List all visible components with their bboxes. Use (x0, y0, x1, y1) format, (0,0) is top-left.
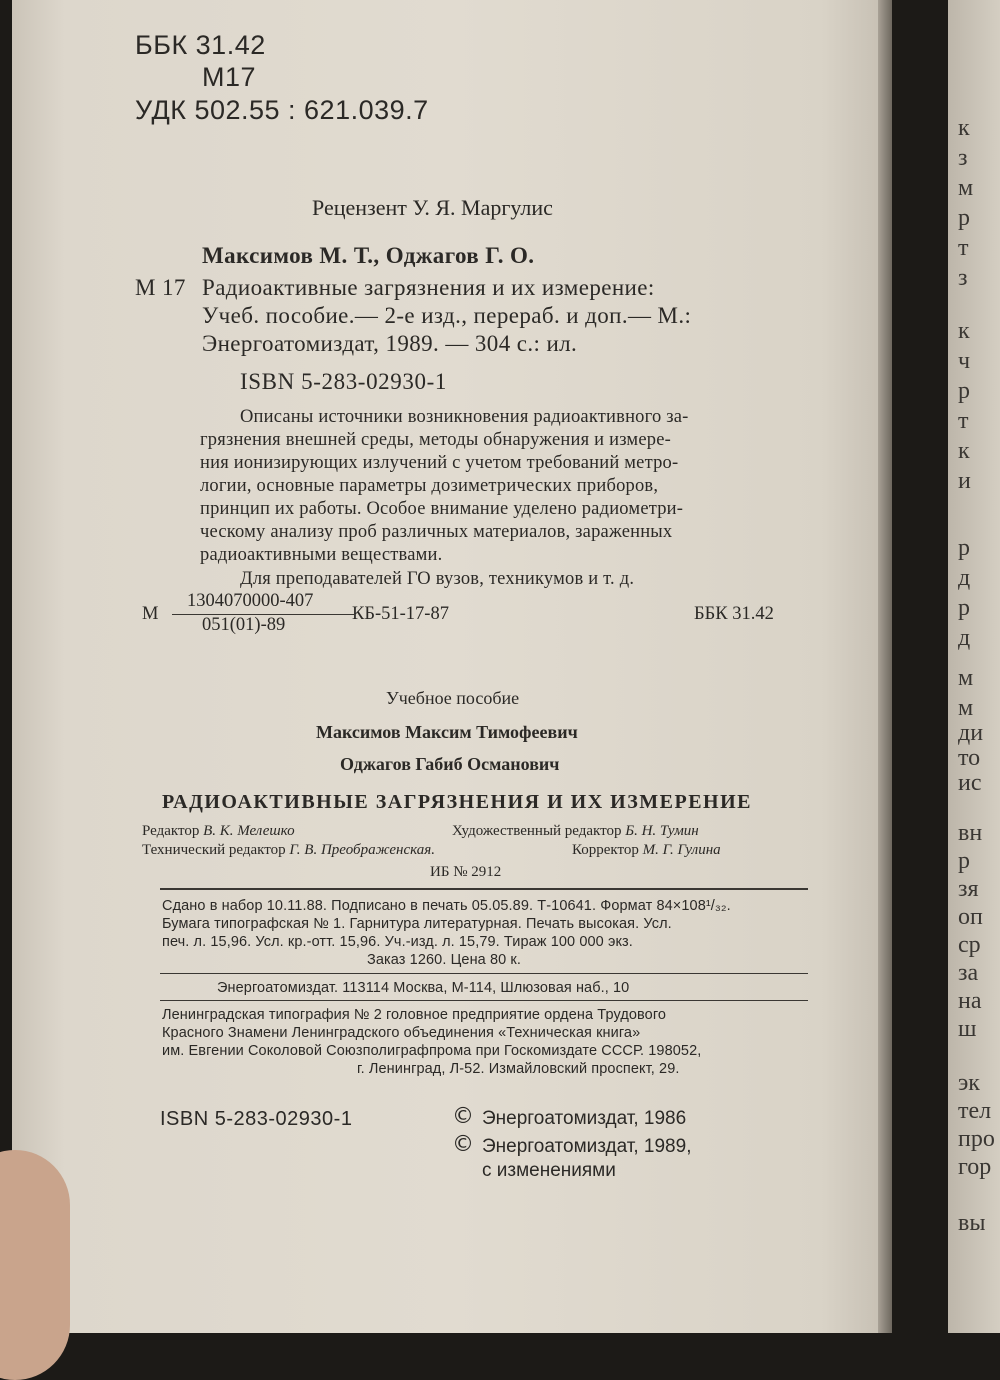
facing-text: оп (958, 904, 983, 930)
catalog-isbn: ISBN 5-283-02930-1 (240, 369, 447, 394)
author-full-1: Максимов Максим Тимофеевич (316, 722, 578, 742)
facing-text: гор (958, 1154, 992, 1180)
facing-text: м (958, 665, 974, 691)
publisher-address: Энергоатомиздат. 113114 Москва, М-114, Шлюзовая наб., 10 (217, 980, 630, 996)
imprint-line-4: Заказ 1260. Цена 80 к. (367, 952, 521, 968)
editor-label: Редактор (142, 823, 200, 839)
facing-text: ис (958, 770, 982, 796)
authors-line: Максимов М. Т., Оджагов Г. О. (202, 243, 535, 268)
facing-text: ч (958, 348, 971, 374)
printer-line-3: им. Евгении Соколовой Союзполиграфпрома при Госкомиздате СССР. 198052, (162, 1043, 702, 1059)
footer-isbn: ISBN 5-283-02930-1 (160, 1108, 353, 1130)
facing-text: про (958, 1126, 995, 1152)
annotation-line-4: логии, основные параметры дозиметрических приборов, (200, 476, 659, 496)
edition-type: Учебное пособие (386, 688, 520, 708)
page-gutter (878, 0, 892, 1333)
audience-line: Для преподавателей ГО вузов, техникумов и т. д. (240, 569, 635, 589)
copyright-icon: © (452, 1132, 474, 1157)
facing-text: м (958, 695, 974, 721)
facing-text: р (958, 848, 970, 874)
copyright-icon: © (452, 1104, 474, 1129)
facing-text: р (958, 378, 970, 404)
facing-text: д (958, 565, 971, 591)
facing-text: зя (958, 876, 979, 902)
catalog-code: М 17 (135, 275, 186, 300)
facing-text: т (958, 235, 969, 261)
facing-text: за (958, 960, 979, 986)
facing-page-edge (948, 0, 1000, 1333)
holding-finger (0, 1150, 70, 1380)
imprint-line-2: Бумага типографская № 1. Гарнитура литературная. Печать высокая. Усл. (162, 916, 672, 932)
art-editor-credit (452, 823, 699, 840)
facing-text: р (958, 535, 970, 561)
facing-text: з (958, 265, 968, 291)
facing-text: эк (958, 1070, 980, 1096)
corrector-credit (572, 842, 721, 859)
facing-text: ср (958, 932, 981, 958)
printer-line-1: Ленинградская типография № 2 головное предприятие ордена Трудового (162, 1007, 667, 1023)
book-title: РАДИОАКТИВНЫЕ ЗАГРЯЗНЕНИЯ И ИХ ИЗМЕРЕНИЕ (162, 791, 752, 813)
facing-text: вн (958, 820, 983, 846)
annotation-line-1: Описаны источники возникновения радиоактивного за- (240, 407, 689, 427)
facing-text: з (958, 145, 968, 171)
imprint-line-3: печ. л. 15,96. Усл. кр.-отт. 15,96. Уч.-изд. л. 15,79. Тираж 100 000 экз. (162, 934, 633, 950)
tech-editor-name: Г. В. Преображенская. (289, 842, 435, 858)
annotation-line-6: ческому анализу проб различных материалов, зараженных (200, 522, 673, 542)
facing-text: р (958, 205, 970, 231)
reviewer-line: Рецензент У. Я. Маргулис (312, 195, 553, 220)
imprint-line-1: Сдано в набор 10.11.88. Подписано в печать 05.05.89. Т-10641. Формат 84×108¹/₃₂. (162, 898, 731, 914)
facing-text: к (958, 438, 970, 464)
facing-text: на (958, 988, 982, 1014)
corrector-label: Корректор (572, 842, 639, 858)
editor-credit (142, 823, 295, 840)
facing-text: и (958, 468, 971, 494)
catalog-line-1: Радиоактивные загрязнения и их измерение: (202, 275, 655, 300)
imprint-rule-top (160, 888, 808, 890)
facing-text: ди (958, 720, 984, 746)
copyright-1986: Энергоатомиздат, 1986 (482, 1108, 687, 1129)
art-editor-label: Художественный редактор (452, 823, 622, 839)
printer-line-2: Красного Знамени Ленинградского объединения «Техническая книга» (162, 1025, 641, 1041)
facing-text: тел (958, 1098, 992, 1124)
facing-text: ш (958, 1016, 977, 1042)
catalog-line-2: Учеб. пособие.— 2-е изд., перераб. и доп.— М.: (202, 303, 692, 328)
book-page (12, 0, 892, 1333)
imprint-rule-mid (160, 973, 808, 974)
facing-text: т (958, 408, 969, 434)
udk-code: УДК 502.55 : 621.039.7 (135, 95, 429, 125)
index-code-denominator: 051(01)-89 (202, 615, 286, 635)
tech-editor-credit (142, 842, 435, 859)
tech-editor-label: Технический редактор (142, 842, 286, 858)
facing-text: вы (958, 1210, 986, 1236)
art-editor-name: Б. Н. Тумин (625, 823, 699, 839)
index-code-kb: КБ-51-17-87 (352, 604, 449, 624)
annotation-line-3: ния ионизирующих излучений с учетом требований метро- (200, 453, 679, 473)
editor-name: В. К. Мелешко (203, 823, 295, 839)
annotation-line-5: принцип их работы. Особое внимание уделено радиометри- (200, 499, 684, 519)
copyright-1989: Энергоатомиздат, 1989, (482, 1136, 692, 1157)
copyright-note: с изменениями (482, 1160, 616, 1181)
annotation-line-2: грязнения внешней среды, методы обнаружения и измере- (200, 430, 671, 450)
ib-number: ИБ № 2912 (430, 864, 502, 880)
author-full-2: Оджагов Габиб Османович (340, 754, 560, 774)
facing-text: р (958, 595, 970, 621)
index-code-m: М (142, 604, 159, 624)
facing-text: к (958, 318, 970, 344)
imprint-rule-bottom (160, 1000, 808, 1001)
printer-line-4: г. Ленинград, Л-52. Измайловский проспект, 29. (357, 1061, 680, 1077)
facing-text: к (958, 115, 970, 141)
index-code-bbk: ББК 31.42 (694, 604, 774, 624)
m17-code: М17 (202, 62, 257, 92)
facing-text: д (958, 625, 971, 651)
catalog-line-3: Энергоатомиздат, 1989. — 304 с.: ил. (202, 331, 578, 356)
facing-text: м (958, 175, 974, 201)
index-code-numerator: 1304070000-407 (187, 591, 314, 611)
corrector-name: М. Г. Гулина (642, 842, 721, 858)
annotation-line-7: радиоактивными веществами. (200, 545, 443, 565)
bbk-code: ББК 31.42 (135, 30, 266, 60)
facing-text: то (958, 745, 981, 771)
